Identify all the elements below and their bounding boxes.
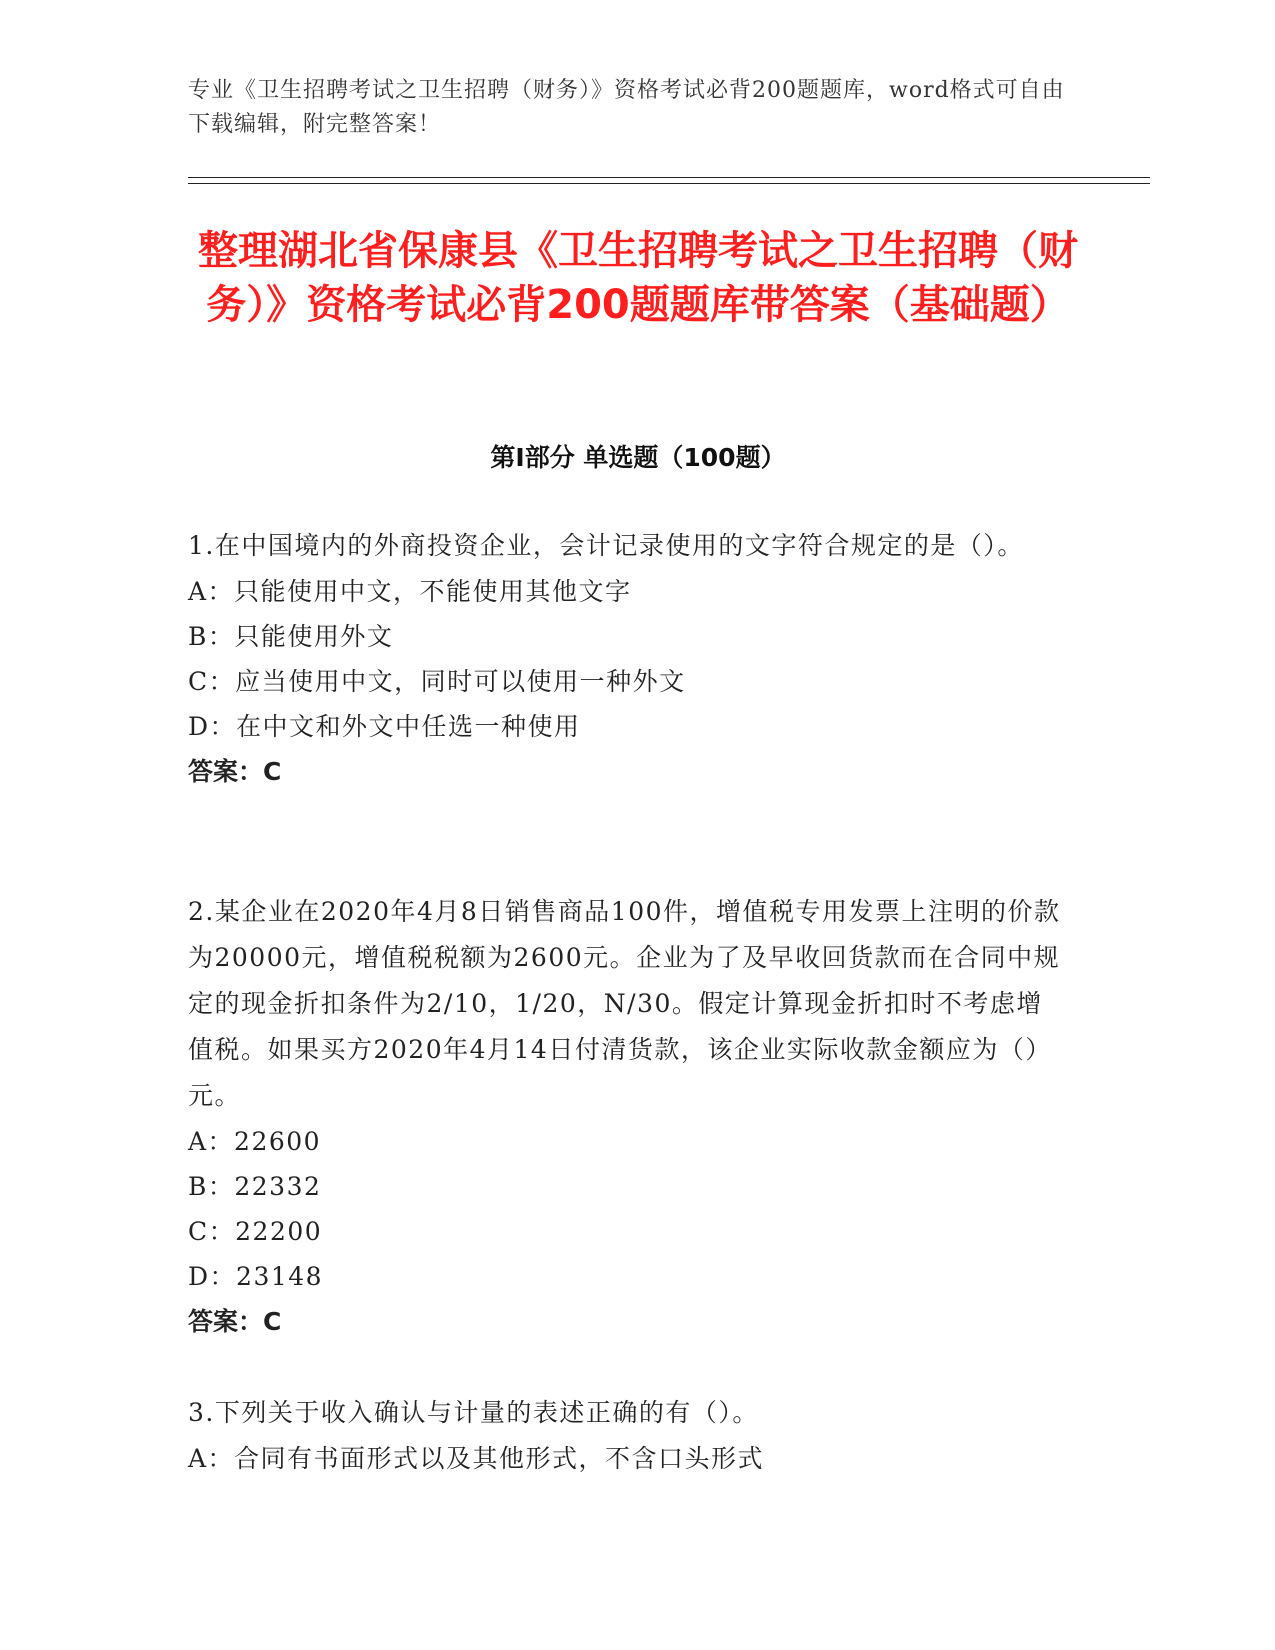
option-a: A：合同有书面形式以及其他形式，不含口头形式: [188, 1444, 765, 1473]
header-divider-top: [188, 177, 1150, 178]
answer: 答案：C: [188, 757, 282, 786]
option-b: B：只能使用外文: [188, 622, 394, 651]
question-stem: 2.某企业在2020年4月8日销售商品100件，增值税专用发票上注明的价款为20000元，增值税税额为2600元。企业为了及早收回货款而在合同中规定的现金折扣条件为2/10，1/20，N/30。假定计算现金折扣时不考虑增值税。如果买方2020年4月14日付清货款，该企业实际收款金额应为（）元。: [188, 897, 1061, 1110]
option-a: A：只能使用中文，不能使用其他文字: [188, 577, 632, 606]
question-1: [188, 523, 1068, 794]
header-divider-bottom: [188, 183, 1150, 184]
question-stem: 1.在中国境内的外商投资企业，会计记录使用的文字符合规定的是（）。: [188, 531, 1024, 560]
answer: 答案：C: [188, 1307, 282, 1336]
option-d: D：在中文和外文中任选一种使用: [188, 712, 581, 741]
question-3: [188, 1390, 1068, 1481]
section-title: 第Ⅰ部分 单选题（100题）: [490, 443, 786, 472]
option-c: C：22200: [188, 1217, 323, 1246]
option-a: A：22600: [188, 1127, 322, 1156]
header-note: 专业《卫生招聘考试之卫生招聘（财务）》资格考试必背200题题库，word格式可自由下载编辑，附完整答案！: [188, 78, 1065, 137]
document-title: 整理湖北省保康县《卫生招聘考试之卫生招聘（财务）》资格考试必背200题题库带答案（基础题）: [198, 228, 1078, 328]
question-2: [188, 889, 1068, 1344]
option-b: B：22332: [188, 1172, 322, 1201]
question-stem: 3.下列关于收入确认与计量的表述正确的有（）。: [188, 1398, 759, 1427]
option-d: D：23148: [188, 1262, 324, 1291]
option-c: C：应当使用中文，同时可以使用一种外文: [188, 667, 686, 696]
